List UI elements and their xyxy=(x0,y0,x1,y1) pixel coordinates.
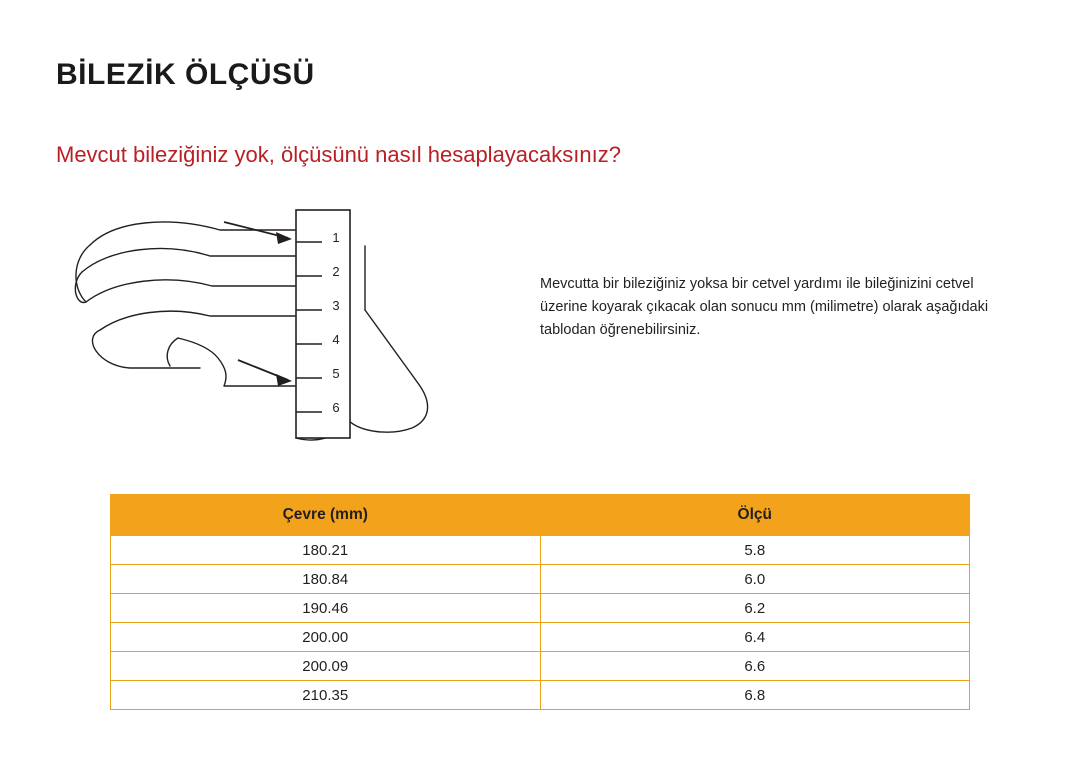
cell-size: 6.8 xyxy=(540,681,970,710)
cell-size: 6.4 xyxy=(540,623,970,652)
table-row xyxy=(111,652,970,681)
ruler-mark-5: 5 xyxy=(332,366,340,381)
ruler-mark-4: 4 xyxy=(332,332,340,347)
cell-size: 6.0 xyxy=(540,565,970,594)
cell-circumference: 200.09 xyxy=(111,652,541,681)
cell-circumference: 180.21 xyxy=(111,536,541,565)
cell-circumference: 190.46 xyxy=(111,594,541,623)
cell-circumference: 200.00 xyxy=(111,623,541,652)
illustration-svg xyxy=(60,190,460,460)
instruction-paragraph: Mevcutta bir bileziğiniz yoksa bir cetvel yardımı ile bileğinizini cetvel üzerine koyarak çıkacak olan sonucu mm (milimetre) olarak aşağıdaki tablodan öğrenebilirsiniz. xyxy=(540,275,989,338)
ruler-mark-3: 3 xyxy=(332,298,340,313)
page-title: BİLEZİK ÖLÇÜSÜ xyxy=(56,58,315,92)
bracelet-size-table xyxy=(110,494,970,710)
cell-circumference: 180.84 xyxy=(111,565,541,594)
table-body xyxy=(111,536,970,710)
table-row xyxy=(111,536,970,565)
ruler-mark-2: 2 xyxy=(332,264,340,279)
table-header-size: Ölçü xyxy=(540,495,970,536)
table-header-circumference: Çevre (mm) xyxy=(111,495,541,536)
ruler-mark-1: 1 xyxy=(332,230,340,245)
table-header-row xyxy=(111,495,970,536)
table-row xyxy=(111,623,970,652)
table-head xyxy=(111,495,970,536)
cell-size: 6.2 xyxy=(540,594,970,623)
page-subtitle: Mevcut bileziğiniz yok, ölçüsünü nasıl hesaplayacaksınız? xyxy=(56,142,621,168)
cell-circumference: 210.35 xyxy=(111,681,541,710)
ruler-mark-6: 6 xyxy=(332,400,340,415)
table-row xyxy=(111,594,970,623)
hand-with-ruler-illustration xyxy=(60,190,460,460)
table-row xyxy=(111,681,970,710)
table-row xyxy=(111,565,970,594)
cell-size: 6.6 xyxy=(540,652,970,681)
cell-size: 5.8 xyxy=(540,536,970,565)
